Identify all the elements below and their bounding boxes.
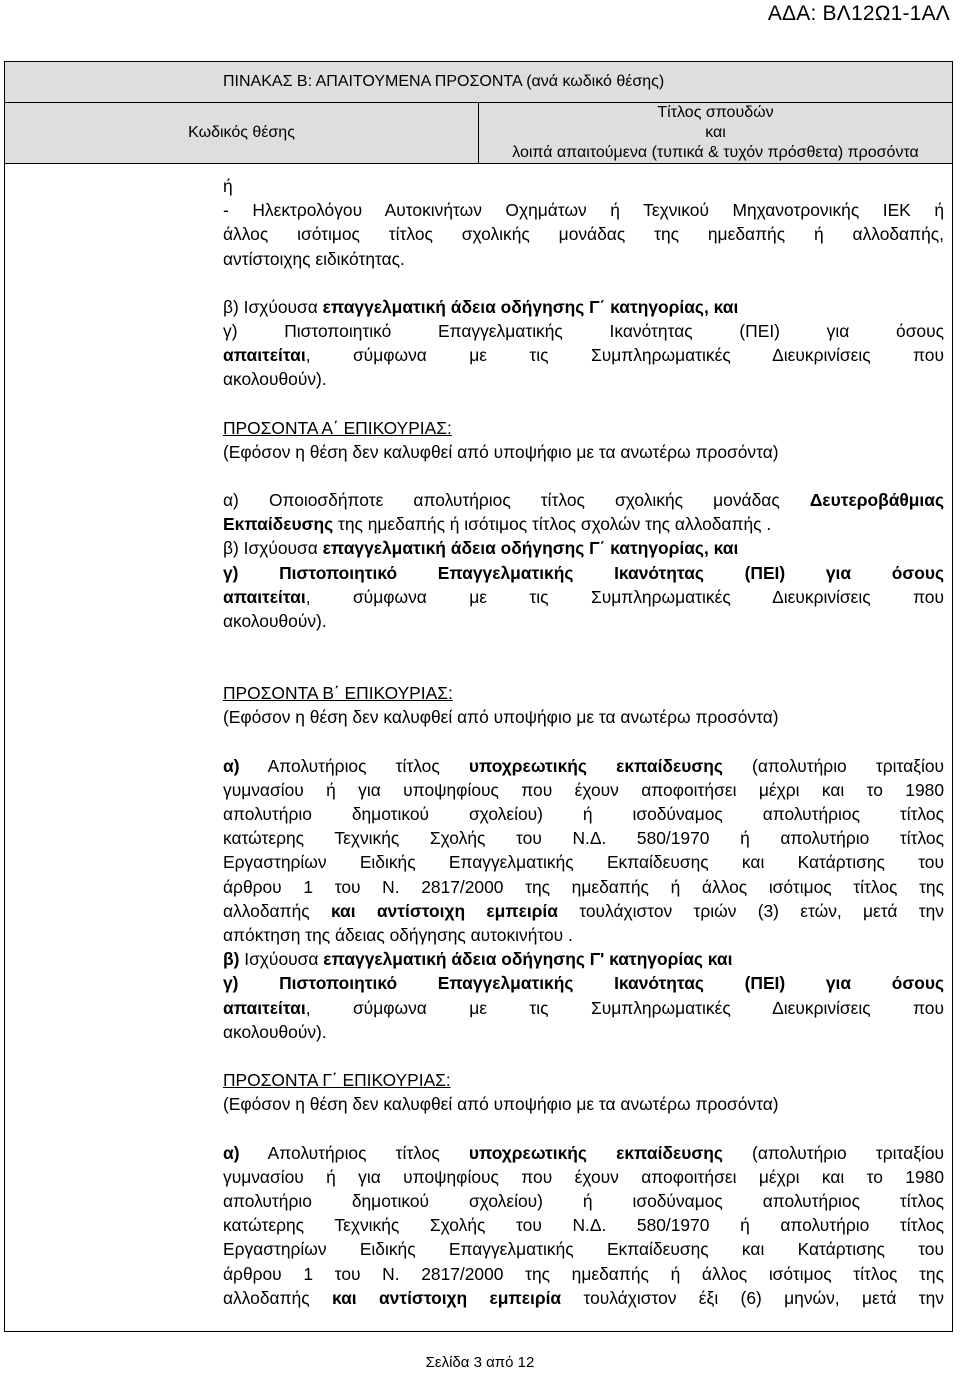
bold-text: γ) Πιστοποιητικό Επαγγελματικής Ικανότητας (ΠΕΙ) για όσους	[223, 562, 944, 583]
text-line	[223, 1165, 944, 1189]
paragraph-gap	[223, 392, 944, 416]
text-line	[223, 367, 944, 391]
text-segment: κατώτερης Τεχνικής Σχολής του Ν.Δ. 580/1970 ή απολυτήριο τίτλος	[223, 828, 944, 849]
text-line	[223, 1189, 944, 1213]
text-segment: κατώτερης Τεχνικής Σχολής του Ν.Δ. 580/1970 ή απολυτήριο τίτλος	[223, 1215, 944, 1236]
text-line	[223, 947, 944, 971]
text-line	[223, 826, 944, 850]
column-header-code: Κωδικός θέσης	[5, 103, 479, 164]
text-segment: ή	[223, 176, 233, 196]
text-segment: (απολυτήριο τριταξίου	[722, 755, 944, 776]
bold-text: α)	[223, 1142, 240, 1163]
text-line	[223, 1020, 944, 1044]
text-line	[223, 295, 944, 319]
text-line	[223, 1262, 944, 1286]
text-line	[223, 512, 944, 536]
page-footer: Σελίδα 3 από 12	[425, 1354, 535, 1371]
text-segment: Απολυτήριος τίτλος	[239, 1142, 469, 1163]
text-segment: γυμνασίου ή για υποψηφίους που έχουν αποφοιτήσει μέχρι και το 1980	[223, 779, 944, 800]
paragraph-gap	[223, 633, 944, 657]
text-segment: απολυτήριο δημοτικού σχολείου) ή ισοδύναμος απολυτήριος τίτλος	[223, 804, 944, 825]
text-segment: , σύμφωνα με τις Συμπληρωματικές Διευκρινίσεις που	[305, 345, 944, 366]
text-segment: άλλος ισότιμος τίτλος σχολικής μονάδας της ημεδαπής ή αλλοδαπής,	[223, 224, 944, 245]
paragraph-gap	[223, 464, 944, 488]
text-line	[223, 850, 944, 874]
text-line	[223, 996, 944, 1020]
text-segment: ακολουθούν).	[223, 611, 327, 632]
text-line	[223, 681, 944, 705]
section-heading: ΠΡΟΣΟΝΤΑ Γ΄ ΕΠΙΚΟΥΡΙΑΣ:	[223, 1070, 451, 1091]
text-segment: - Ηλεκτρολόγου Αυτοκινήτων Οχημάτων ή Τεχνικού Μηχανοτρονικής ΙΕΚ ή	[223, 200, 944, 221]
paragraph-gap	[223, 271, 944, 295]
text-segment: α) Οποιοσδήποτε απολυτήριος τίτλος σχολικής μονάδας	[223, 490, 810, 511]
text-line	[223, 1237, 944, 1261]
text-line	[223, 174, 944, 198]
text-line	[223, 416, 944, 440]
text-segment: αλλοδαπής	[223, 1287, 332, 1308]
section-heading: ΠΡΟΣΟΝΤΑ Β΄ ΕΠΙΚΟΥΡΙΑΣ:	[223, 683, 453, 704]
text-line	[223, 705, 944, 729]
text-segment: , σύμφωνα με τις Συμπληρωματικές Διευκρινίσεις που	[305, 997, 944, 1018]
text-segment: άρθρου 1 του Ν. 2817/2000 της ημεδαπής ή άλλος ισότιμος τίτλος της	[223, 876, 944, 897]
text-segment: (Εφόσον η θέση δεν καλυφθεί από υποψήφιο με τα ανωτέρω προσόντα)	[223, 1094, 779, 1115]
text-line	[223, 1286, 944, 1310]
requirements-table	[4, 61, 953, 1332]
bold-text: και αντίστοιχη εμπειρία	[330, 900, 558, 921]
column-header-line: λοιπά απαιτούμενα (τυπικά & τυχόν πρόσθετα) προσόντα	[512, 144, 919, 161]
text-line	[223, 343, 944, 367]
bold-text: και αντίστοιχη εμπειρία	[331, 1287, 562, 1308]
requirements-text	[223, 174, 944, 1310]
text-segment: γυμνασίου ή για υποψηφίους που έχουν αποφοιτήσει μέχρι και το 1980	[223, 1166, 944, 1187]
text-line	[223, 222, 944, 246]
text-segment: Απολυτήριος τίτλος	[239, 755, 469, 776]
text-line	[223, 802, 944, 826]
text-line	[223, 319, 944, 343]
bold-text: απαιτείται	[223, 345, 306, 366]
text-segment: , σύμφωνα με τις Συμπληρωματικές Διευκρινίσεις που	[305, 586, 944, 607]
paragraph-gap	[223, 730, 944, 754]
text-line	[223, 440, 944, 464]
bold-text: απαιτείται	[223, 586, 306, 607]
text-segment: της ημεδαπής ή ισότιμος τίτλος σχολών της αλλοδαπής .	[333, 514, 772, 535]
text-segment: άρθρου 1 του Ν. 2817/2000 της ημεδαπής ή άλλος ισότιμος τίτλος της	[223, 1263, 944, 1284]
text-line	[223, 971, 944, 995]
paragraph-gap	[223, 657, 944, 681]
text-segment: Εργαστηρίων Ειδικής Επαγγελματικής Εκπαίδευσης και Κατάρτισης του	[223, 1239, 944, 1260]
text-segment: απολυτήριο δημοτικού σχολείου) ή ισοδύναμος απολυτήριος τίτλος	[223, 1190, 944, 1211]
text-line	[223, 1068, 944, 1092]
text-line	[223, 561, 944, 585]
bold-text: Εκπαίδευσης	[223, 514, 334, 535]
bold-text: επαγγελματική άδεια οδήγησης Γ΄ κατηγορίας, και	[322, 296, 739, 317]
bold-text: β)	[223, 949, 240, 970]
ada-code: ΑΔΑ: ΒΛ12Ω1-1ΑΛ	[767, 2, 950, 25]
bold-text: Δευτεροβάθμιας	[809, 490, 944, 511]
bold-text: γ) Πιστοποιητικό Επαγγελματικής Ικανότητας (ΠΕΙ) για όσους	[223, 973, 944, 994]
text-segment: τουλάχιστον έξι (6) μηνών, μετά την	[561, 1287, 944, 1308]
text-segment: Ισχύουσα	[239, 949, 324, 970]
text-line	[223, 899, 944, 923]
text-segment: Εργαστηρίων Ειδικής Επαγγελματικής Εκπαίδευσης και Κατάρτισης του	[223, 852, 944, 873]
text-segment: απόκτηση της άδειας οδήγησης αυτοκινήτου .	[223, 925, 573, 946]
text-line	[223, 923, 944, 947]
text-line	[223, 1213, 944, 1237]
paragraph-gap	[223, 1044, 944, 1068]
text-line	[223, 247, 944, 271]
bold-text: υποχρεωτικής εκπαίδευσης	[468, 755, 723, 776]
text-line	[223, 488, 944, 512]
bold-text: α)	[223, 755, 240, 776]
text-line	[223, 1141, 944, 1165]
text-line	[223, 778, 944, 802]
text-segment: β) Ισχύουσα	[223, 538, 323, 559]
section-heading: ΠΡΟΣΟΝΤΑ Α΄ ΕΠΙΚΟΥΡΙΑΣ:	[223, 417, 452, 438]
text-line	[223, 536, 944, 560]
text-segment: (απολυτήριο τριταξίου	[722, 1142, 944, 1163]
text-segment: αντίστοιχης ειδικότητας.	[223, 248, 405, 269]
bold-text: απαιτείται	[223, 997, 306, 1018]
bold-text: επαγγελματική άδεια οδήγησης Γ' κατηγορίας και	[323, 949, 733, 970]
text-line	[223, 754, 944, 778]
text-segment: (Εφόσον η θέση δεν καλυφθεί από υποψήφιο με τα ανωτέρω προσόντα)	[223, 707, 779, 728]
text-line	[223, 875, 944, 899]
text-line	[223, 198, 944, 222]
bold-text: υποχρεωτικής εκπαίδευσης	[468, 1142, 723, 1163]
text-segment: (Εφόσον η θέση δεν καλυφθεί από υποψήφιο με τα ανωτέρω προσόντα)	[223, 441, 779, 462]
text-segment: β) Ισχύουσα	[223, 296, 323, 317]
column-header-line: και	[705, 124, 726, 141]
requirements-cell	[5, 164, 953, 1332]
text-segment: γ) Πιστοποιητικό Επαγγελματικής Ικανότητας (ΠΕΙ) για όσους	[223, 321, 944, 342]
text-line	[223, 585, 944, 609]
text-line	[223, 609, 944, 633]
text-segment: ακολουθούν).	[223, 369, 327, 390]
paragraph-gap	[223, 1117, 944, 1141]
table-title: ΠΙΝΑΚΑΣ Β: ΑΠΑΙΤΟΥΜΕΝΑ ΠΡΟΣΟΝΤΑ (ανά κωδικό θέσης)	[5, 62, 953, 103]
text-line	[223, 1092, 944, 1116]
text-segment: αλλοδαπής	[223, 900, 331, 921]
text-segment: τουλάχιστον τριών (3) ετών, μετά την	[557, 900, 944, 921]
column-header-titles	[479, 103, 953, 164]
bold-text: επαγγελματική άδεια οδήγησης Γ΄ κατηγορίας, και	[322, 538, 739, 559]
column-header-line: Τίτλος σπουδών	[657, 104, 774, 121]
text-segment: ακολουθούν).	[223, 1021, 327, 1042]
